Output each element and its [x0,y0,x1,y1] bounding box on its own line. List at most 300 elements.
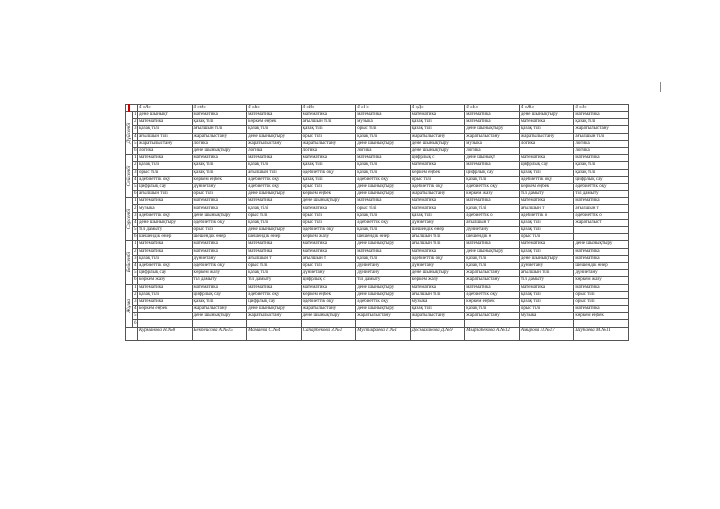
lesson-cell: жаратылыстану [519,133,574,140]
lesson-cell: жаратылыстану [465,277,520,284]
lesson-cell: қазақ тілі [519,227,574,234]
lesson-row [126,248,629,255]
lesson-cell: математика [138,198,193,205]
lesson-number: 2 [134,291,137,297]
lesson-number: 3 [134,255,137,261]
lesson-cell: көркем жазу [465,191,520,198]
lesson-cell: орыс тілі [519,234,574,241]
lesson-cell: дүниетану [465,227,520,234]
lesson-cell: тіл дамыту [519,191,574,198]
lesson-cell: математика [519,241,574,248]
lesson-row [126,291,629,298]
lesson-cell: музыка [465,140,520,147]
lesson-cell: математика [410,248,465,255]
class-header: 4 «Д» [410,105,465,112]
lesson-cell: көркем еңбек [519,183,574,190]
lesson-number: 4 [134,306,137,312]
lesson-cell [192,320,247,327]
lesson-cell: математика [465,119,520,126]
lesson-cell: математика [410,162,465,169]
lesson-cell: математика [192,155,247,162]
lesson-cell: шешендік ө [465,234,520,241]
lesson-cell: дене шынықтыру [410,270,465,277]
lesson-cell: математика [247,284,302,291]
lesson-number: 1 [134,155,137,161]
lesson-cell: дүниетану [192,255,247,262]
day-label-cell [126,198,133,241]
lesson-row [126,162,629,169]
lesson-cell: логика [138,147,193,154]
lesson-cell: музыка [410,298,465,305]
lesson-row [126,119,629,126]
lesson-cell: орыс тілі [301,133,356,140]
timetable [125,104,629,341]
lesson-cell: орыс тілі [192,191,247,198]
lesson-cell: музыка [138,205,193,212]
lesson-cell: математика [519,119,574,126]
lesson-cell: музыка [519,313,574,320]
lesson-cell: жаратылыстану [301,140,356,147]
lesson-cell [138,320,193,327]
lesson-cell: ағылшын т [247,255,302,262]
lesson-cell: математика [301,248,356,255]
lesson-cell [301,320,356,327]
lesson-cell: әдебиеттік оқу [356,176,411,183]
lesson-row [126,227,629,234]
lesson-cell: әдебиеттік оқу [574,183,629,190]
lesson-cell: қазақ тілі [356,133,411,140]
lesson-cell: ағылшын тілі [574,133,629,140]
lesson-cell [574,227,629,234]
lesson-cell: қазақ тілі [574,162,629,169]
lesson-cell: дене шынықтыру [247,191,302,198]
lesson-cell: дене шынықтыру [465,126,520,133]
lesson-cell: қазақ тілі [301,126,356,133]
lesson-cell: жаратылыстану [356,313,411,320]
lesson-cell: математика [192,198,247,205]
lesson-cell: орыс тілі [301,183,356,190]
lesson-cell: әдебиеттік оқу [301,227,356,234]
lesson-cell: дене шынықтыру [356,183,411,190]
lesson-row [126,191,629,198]
lesson-cell: дене шынықтыру [356,191,411,198]
day-label-cell [126,284,133,327]
teacher-row [126,327,629,340]
lesson-cell: математика [192,284,247,291]
lesson-cell: көркем жазу [301,234,356,241]
lesson-cell: жаратылыстану [410,191,465,198]
lesson-cell: ағылшын тілі [138,133,193,140]
lesson-cell: әдебиеттік оқу [138,212,193,219]
lesson-cell: көркем еңбек [465,298,520,305]
lesson-cell: математика [301,155,356,162]
lesson-number: 5 [134,313,137,319]
lesson-cell: дүниетану [192,183,247,190]
lesson-cell: жаратылыстану [247,313,302,320]
lesson-cell: тіл дамыту [247,277,302,284]
lesson-cell: жаратылыстану [465,313,520,320]
lesson-cell: математика [247,248,302,255]
lesson-cell: жаратылыст [574,219,629,226]
lesson-cell: орыс тілі [301,219,356,226]
lesson-cell: қазақ тілі [192,119,247,126]
lesson-cell: шешендік өнер [192,234,247,241]
lesson-cell: логика [465,147,520,154]
lesson-cell: жаратылыстану [465,133,520,140]
lesson-cell: шешендік өнер [138,234,193,241]
lesson-row [126,241,629,248]
lesson-cell: қазақ тілі [247,270,302,277]
lesson-cell: музыка [356,119,411,126]
lesson-cell: әдебиеттік о [519,212,574,219]
lesson-cell: математика [465,241,520,248]
lesson-cell: қазақ тілі [410,306,465,313]
lesson-cell: қазақ тілі [465,176,520,183]
lesson-cell: дене шынықтыру [356,140,411,147]
lesson-cell: математика [301,241,356,248]
lesson-cell: қазақ тілі [410,126,465,133]
lesson-cell: математика [138,241,193,248]
class-header: 4 «Ж» [519,105,574,112]
lesson-row [126,155,629,162]
lesson-number: 6 [134,320,137,326]
lesson-number: 2 [134,248,137,254]
teacher-name: Мырзабекова А.№12 [465,327,520,340]
lesson-cell: математика [410,198,465,205]
day-label: Сәрсенбі [126,208,132,230]
lesson-cell: логика [574,147,629,154]
lesson-row [126,112,629,119]
lesson-number: 1 [134,198,137,204]
lesson-cell: әдебиеттік оқу [465,291,520,298]
teacher-name: Амирова Л.№17 [519,327,574,340]
lesson-row [126,126,629,133]
lesson-cell: әдебиеттік оқу [410,255,465,262]
lesson-cell: әдебиеттік оқу [410,183,465,190]
lesson-cell: логика [356,147,411,154]
lesson-cell: математика [356,112,411,119]
lesson-cell: дүниетану [301,270,356,277]
teacher-name: Мамаева С.№4 [247,327,302,340]
lesson-cell: қазақ тілі [301,176,356,183]
lesson-row [126,306,629,313]
lesson-cell: математика [247,241,302,248]
lesson-cell: әдебиеттік оқу [247,176,302,183]
day-label-cell [126,241,133,284]
lesson-cell: қазақ тілі [138,162,193,169]
lesson-cell: әдебиеттік оқу [356,219,411,226]
day-label: Жұма [126,298,132,313]
lesson-number: 5 [134,183,137,189]
lesson-cell: математика [574,284,629,291]
lesson-cell: жаратылыстану [574,126,629,133]
lesson-cell: тіл дамыту [138,227,193,234]
lesson-number: 2 [134,205,137,211]
lesson-cell: қазақ тілі [192,162,247,169]
lesson-cell: цифрлық сау [574,176,629,183]
lesson-row [126,176,629,183]
lesson-number: 1 [134,284,137,290]
lesson-cell: математика [301,112,356,119]
lesson-cell: қазақ тілі [574,119,629,126]
lesson-cell: математика [356,198,411,205]
lesson-cell: логика [192,140,247,147]
lesson-cell: ағылшын тілі [410,234,465,241]
lesson-cell: математика [410,284,465,291]
teacher-name: Курманова Н.№8 [138,327,193,340]
lesson-cell: жаратылыстану [138,140,193,147]
class-header: 4 «А» [138,105,193,112]
lesson-cell: логика [519,140,574,147]
lesson-cell: дене шынықтыру [192,313,247,320]
lesson-cell: орыс тілі [192,227,247,234]
lesson-cell: математика [138,284,193,291]
lesson-cell: қазақ тілі [138,126,193,133]
lesson-number: 3 [134,212,137,218]
lesson-row [126,219,629,226]
lesson-cell: орыс тілі [301,262,356,269]
lesson-cell: әдебиеттік оқу [465,183,520,190]
lesson-cell: математика [138,298,193,305]
lesson-cell: орыс тілі [519,306,574,313]
lesson-cell: көркем жазу [138,277,193,284]
lesson-cell: көркем жазу [410,277,465,284]
lesson-cell: математика [465,112,520,119]
timetable-sheet [125,104,629,374]
lesson-cell: дүниетану [356,270,411,277]
teacher-name: Шубаева М.№11 [574,327,629,340]
lesson-cell: математика [301,284,356,291]
lesson-cell: орыс тілі [574,291,629,298]
lesson-cell: әдебиеттік оқу [356,298,411,305]
lesson-cell: ағылшын тілі [247,169,302,176]
lesson-number: 4 [134,219,137,225]
lesson-cell: қазақ тілі [465,255,520,262]
lesson-row [126,270,629,277]
lesson-row [126,234,629,241]
class-header: 4 «Е» [465,105,520,112]
lesson-cell: математика [574,112,629,119]
lesson-cell: математика [465,162,520,169]
lesson-cell: қазақ тілі [465,262,520,269]
lesson-row [126,140,629,147]
lesson-cell: қазақ тілі [301,162,356,169]
lesson-cell: қазақ тілі [519,248,574,255]
lesson-cell: шешендік өнер [247,234,302,241]
lesson-cell: математика [356,155,411,162]
lesson-cell: дене шынықтыру [519,255,574,262]
lesson-cell: көркем еңбек [301,291,356,298]
class-header: 4 «Ә» [192,105,247,112]
lesson-cell: дене шынықтыру [192,212,247,219]
lesson-cell: қазақ тілі [519,291,574,298]
lesson-cell: қазақ тілі [247,126,302,133]
lesson-number: 4 [134,263,137,269]
lesson-cell: қазақ тілі [356,255,411,262]
lesson-cell: жаратылыстану [192,306,247,313]
lesson-number: 3 [134,126,137,132]
lesson-number: 4 [134,176,137,182]
lesson-cell: көркем еңбек [192,176,247,183]
lesson-cell: ағылшын тілі [519,270,574,277]
lesson-row [126,284,629,291]
lesson-cell [410,320,465,327]
lesson-cell: ағылшын т [519,205,574,212]
lesson-row [126,198,629,205]
lesson-cell: дене шынықтыру [465,248,520,255]
lesson-cell: орыс тілі [574,298,629,305]
lesson-cell: математика [519,155,574,162]
lesson-cell: көркем еңбек [138,306,193,313]
lesson-row [126,255,629,262]
lesson-cell: ағылшын тілі [301,119,356,126]
lesson-cell: әдебиеттік оқу [301,298,356,305]
lesson-cell: дене шынықтыру [356,241,411,248]
lesson-number: 6 [134,148,137,154]
lesson-cell: дене шынықтыру [356,284,411,291]
lesson-cell: ағылшын т [465,219,520,226]
lesson-cell: көркем еңбек [410,169,465,176]
lesson-cell: дүниетану [410,219,465,226]
lesson-cell [465,320,520,327]
lesson-cell: математика [410,205,465,212]
lesson-cell: қазақ тілі [192,298,247,305]
lesson-cell: қазақ тілі [356,227,411,234]
lesson-number: 1 [134,112,137,118]
lesson-cell: цифрлық сау [465,169,520,176]
lesson-cell: математика [192,241,247,248]
lesson-cell: қазақ тілі [138,291,193,298]
lesson-cell: ағылшын тілі [410,241,465,248]
class-header: 4 «З» [574,105,629,112]
lesson-cell [574,234,629,241]
teacher-name: Досмаханова Д.№9 [410,327,465,340]
lesson-cell: орыс тілі [301,212,356,219]
lesson-cell: қазақ тілі [410,119,465,126]
lesson-number: 6 [134,191,137,197]
lesson-cell: шешендік өнер [410,227,465,234]
lesson-cell: әдебиеттік оқу [301,169,356,176]
lesson-cell: қазақ тілі [356,169,411,176]
lesson-cell: қазақ тілі [519,298,574,305]
lesson-cell: математика [192,205,247,212]
day-label-cell [126,112,133,155]
lesson-number: 3 [134,298,137,304]
lesson-cell: қазақ тілі [138,255,193,262]
lesson-cell: орыс тілі [356,205,411,212]
lesson-cell: ағылшын тілі [192,126,247,133]
class-header: 4 «В» [301,105,356,112]
lesson-cell: қазақ тілі [356,212,411,219]
lesson-cell: әдебиеттік оқу [247,291,302,298]
lesson-cell [574,320,629,327]
lesson-cell: әдебиеттік о [574,212,629,219]
lesson-row [126,262,629,269]
lesson-cell: математика [574,248,629,255]
lesson-cell: әдебиеттік оқу [192,219,247,226]
lesson-cell [519,320,574,327]
lesson-row [126,183,629,190]
lesson-cell: әдебиеттік оқу [138,262,193,269]
lesson-cell: дүниетану [519,262,574,269]
lesson-cell: дүниетану [356,262,411,269]
lesson-row [126,298,629,305]
lesson-cell: жаратылыстану [410,133,465,140]
lesson-cell: орыс тілі [356,126,411,133]
lesson-cell: ағылшын т [574,205,629,212]
lesson-cell [356,320,411,327]
lesson-cell: математика [138,119,193,126]
lesson-cell [138,313,193,320]
lesson-cell: қазақ тілі [574,169,629,176]
lesson-cell: орыс тілі [247,212,302,219]
lesson-cell: дене шынықтыру [301,313,356,320]
lesson-number: 5 [134,227,137,233]
lesson-cell: көркем жазу [574,277,629,284]
lesson-cell: ағылшын т [301,255,356,262]
lesson-cell: математика [247,155,302,162]
lesson-cell: дене шынықтыру [247,133,302,140]
lesson-cell [247,320,302,327]
lesson-cell: математика [247,112,302,119]
lesson-cell: цифрлық с [410,155,465,162]
lesson-cell: ағылшын тілі [410,291,465,298]
lesson-cell: математика [574,255,629,262]
class-header: 4 «Г» [356,105,411,112]
lesson-row [126,313,629,320]
lesson-number: 1 [134,241,137,247]
lesson-cell: шешендік өнер [574,262,629,269]
lesson-cell: тіл дамыту [574,191,629,198]
lesson-row [126,277,629,284]
lesson-cell: орыс тілі [247,262,302,269]
lesson-cell: көркем еңбек [247,119,302,126]
lesson-cell: жаратылыстану [192,133,247,140]
lesson-cell: дене шынықтыру [247,306,302,313]
lesson-cell: математика [410,112,465,119]
red-margin-mark [128,104,130,112]
teacher-name: Бекпеисова А.№15 [192,327,247,340]
lesson-cell: дене шынықтыру [356,291,411,298]
lesson-cell: әдебиеттік о [465,212,520,219]
day-label: Дүйсенбі [126,122,132,144]
lesson-cell: дене шынықтыру [138,219,193,226]
lesson-cell: дене шынықт [465,155,520,162]
lesson-cell: тіл дамыту [519,277,574,284]
lesson-number: 4 [134,133,137,139]
lesson-cell: дене шынықтыру [356,306,411,313]
lesson-number: 6 [134,234,137,240]
lesson-cell: әдебиеттік оқу [192,262,247,269]
lesson-cell: математика [192,112,247,119]
lesson-cell: әдебиеттік оқу [247,183,302,190]
lesson-cell: дүниетану [410,262,465,269]
lesson-row [126,147,629,154]
lesson-cell: қазақ тілі [247,162,302,169]
day-label-cell [126,155,133,198]
lesson-cell: тіл дамыту [356,277,411,284]
lesson-cell: математика [574,306,629,313]
lesson-cell: цифрлық с [301,277,356,284]
lesson-cell: дене шынықтыру [301,198,356,205]
lesson-cell: математика [138,248,193,255]
lesson-row [126,169,629,176]
lesson-cell: орыс тілі [138,169,193,176]
lesson-cell: қазақ тілі [356,162,411,169]
lesson-cell: логика [301,147,356,154]
lesson-cell: дене шынықт [138,112,193,119]
lesson-cell: көркем еңбек [574,313,629,320]
